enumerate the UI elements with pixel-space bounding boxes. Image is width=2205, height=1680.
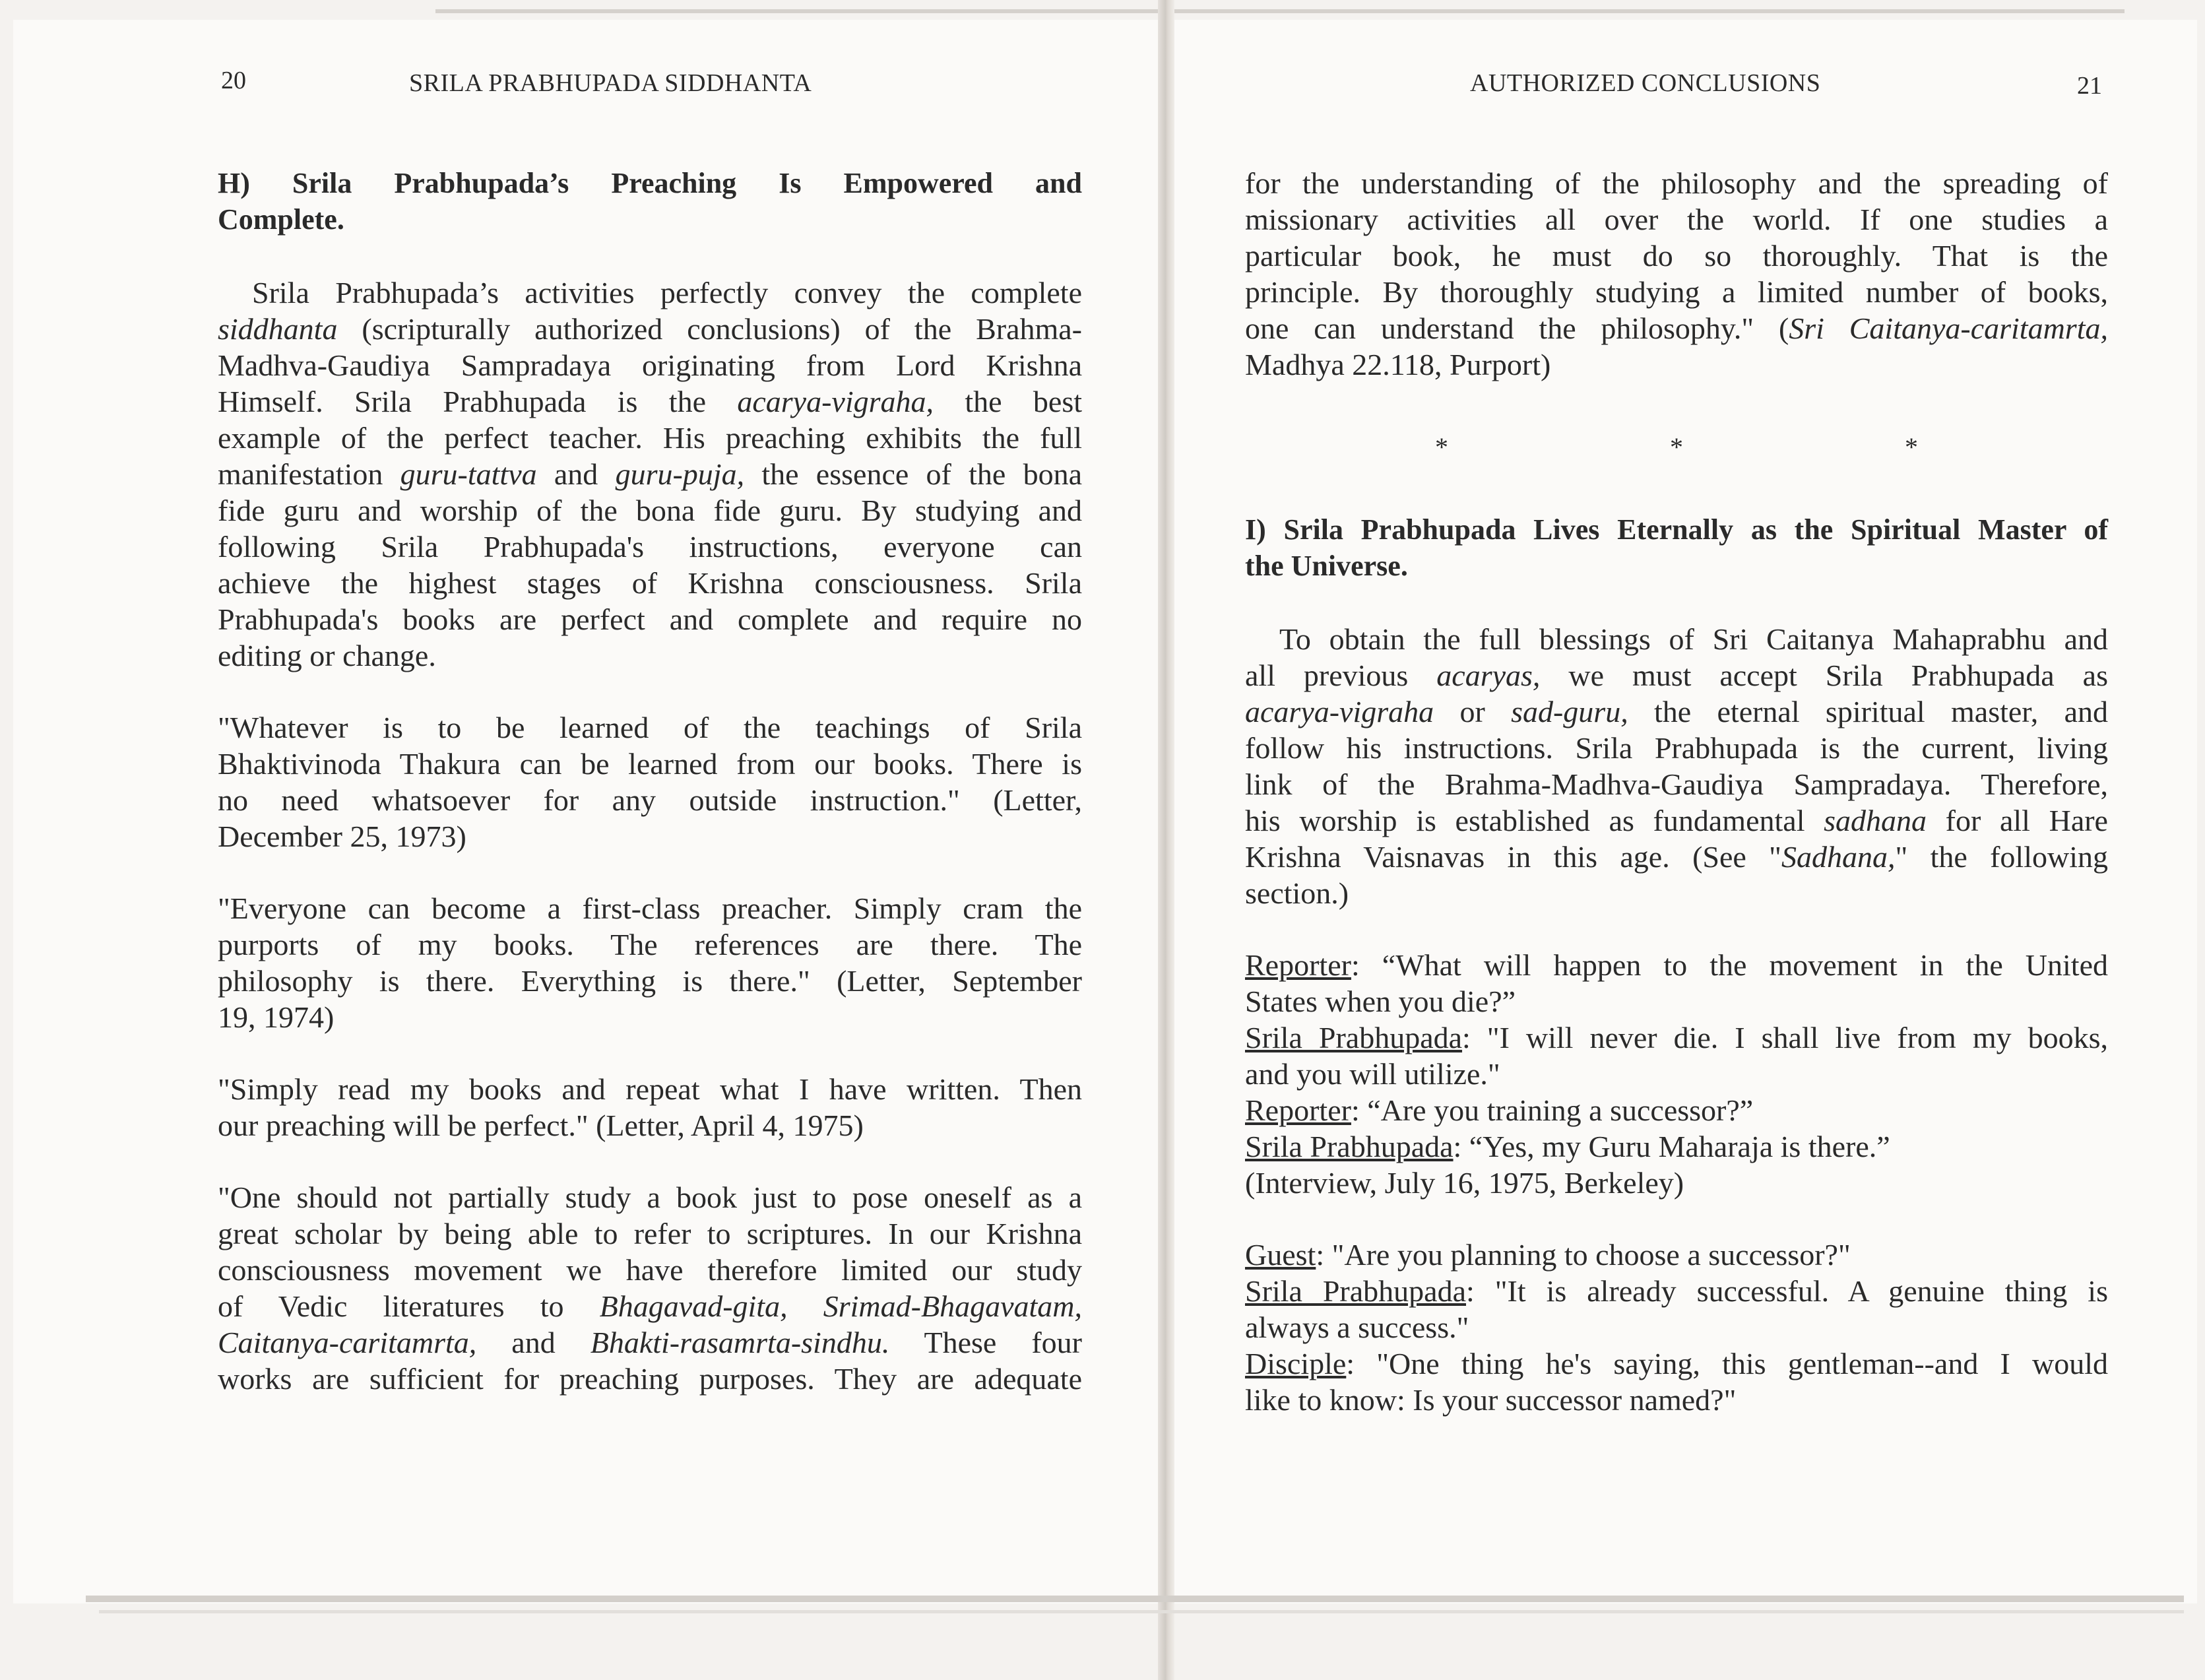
left-column bbox=[218, 165, 1082, 1397]
right-page-number: 21 bbox=[2077, 72, 2102, 100]
book-gutter bbox=[1158, 0, 1174, 1680]
scan-edge-top bbox=[435, 9, 2125, 13]
left-page-number: 20 bbox=[221, 67, 246, 94]
left-running-head: SRILA PRABHUPADA SIDDHANTA bbox=[409, 69, 812, 97]
quote-study-book: "One should not partially study a book just to pose oneself as a great scholar by being able to refer to scriptures. In our Krishna consciousness movement we have therefore limited our study of Vedic literatures to Bhagavad-gita, Srimad-Bhagavatam, Caitanya-caritamrta, and Bhakti-rasamrta-sindhu. These four works are sufficient for preaching purposes. They are adequate bbox=[218, 1180, 1082, 1396]
speaker-label: Reporter bbox=[1245, 1093, 1351, 1127]
right-running-head: AUTHORIZED CONCLUSIONS bbox=[1470, 69, 1821, 97]
scan-edge-bottom-2 bbox=[99, 1610, 2184, 1613]
section-heading-h: H) Srila Prabhupada’s Preaching Is Empowered and Complete. bbox=[218, 167, 1082, 236]
quote-read-books: "Simply read my books and repeat what I have written. Then our preaching will be perfect." (Letter, April 4, 1975) bbox=[218, 1072, 1082, 1142]
speaker-label: Disciple bbox=[1245, 1347, 1347, 1380]
paragraph-intro: Srila Prabhupada’s activities perfectly convey the complete siddhanta (scripturally authorized conclusions) of the Brahma- Madhva-Gaudiya Sampradaya originating from Lord Krishna Himself. Srila Prabhupada is the acarya-vigraha, the best example of the perfect teacher. His preaching exhibits the full manifestation guru-tattva and guru-puja, the essence of the bona fide guru and worship of the bona fide guru. By studying and following Srila Prabhupada's instructions, everyone can achieve the highest stages of Krishna consciousness. Srila Prabhupada's books are perfect and complete and require no editing or change. bbox=[218, 276, 1083, 672]
speaker-label: Srila Prabhupada bbox=[1245, 1021, 1463, 1054]
section-heading-i: I) Srila Prabhupada Lives Eternally as the Spiritual Master of the Universe. bbox=[1245, 513, 2108, 582]
guest-dialog: Guest: "Are you planning to choose a successor?" Srila Prabhupada: "It is already successful. A genuine thing is always a success." Disciple: "One thing he's saying, this gentleman--and I would like to know: Is your successor named?" bbox=[1245, 1238, 2108, 1417]
section-divider-stars: * * * bbox=[1435, 432, 1918, 462]
interview-dialog: Reporter: “What will happen to the movement in the United States when you die?” Srila Prabhupada: "I will never die. I shall live from my books, and you will utilize." Reporter: “Are you training a successor?” Srila Prabhupada: “Yes, my Guru Maharaja is there.” (Interview, July 16, 1975, Berkeley) bbox=[1245, 948, 2109, 1200]
paragraph-eternal-master: To obtain the full blessings of Sri Caitanya Mahaprabhu and all previous acaryas, we must accept Srila Prabhupada as acarya-vigraha or sad-guru, the eternal spiritual master, and follow his instructions. Srila Prabhupada is the current, living link of the Brahma-Madhva-Gaudiya Sampradaya. Therefore, his worship is established as fundamental sadhana for all Hare Krishna Vaisnavas in this age. (See "Sadhana," the following section.) bbox=[1245, 622, 2108, 910]
scan-edge-bottom bbox=[86, 1596, 2184, 1602]
quote-preacher: "Everyone can become a first-class preacher. Simply cram the purports of my books. The references are there. The philosophy is there. Everything is there." (Letter, September 19, 1974) bbox=[218, 891, 1082, 1034]
speaker-label: Guest bbox=[1245, 1238, 1316, 1272]
right-column bbox=[1245, 165, 2108, 1418]
speaker-label: Srila Prabhupada bbox=[1245, 1130, 1454, 1163]
quote-continuation: for the understanding of the philosophy and the spreading of missionary activities all over the world. If one studies a particular book, he must do so thoroughly. That is the principle. By thoroughly studying a limited number of books, one can understand the philosophy." (Sri Caitanya-caritamrta, Madhya 22.118, Purport) bbox=[1245, 166, 2108, 381]
speaker-label: Srila Prabhupada bbox=[1245, 1274, 1466, 1308]
speaker-label: Reporter bbox=[1245, 948, 1351, 982]
quote-bhaktivinoda: "Whatever is to be learned of the teachings of Srila Bhaktivinoda Thakura can be learned from our books. There is no need whatsoever for any outside instruction." (Letter, December 25, 1973) bbox=[218, 711, 1082, 853]
